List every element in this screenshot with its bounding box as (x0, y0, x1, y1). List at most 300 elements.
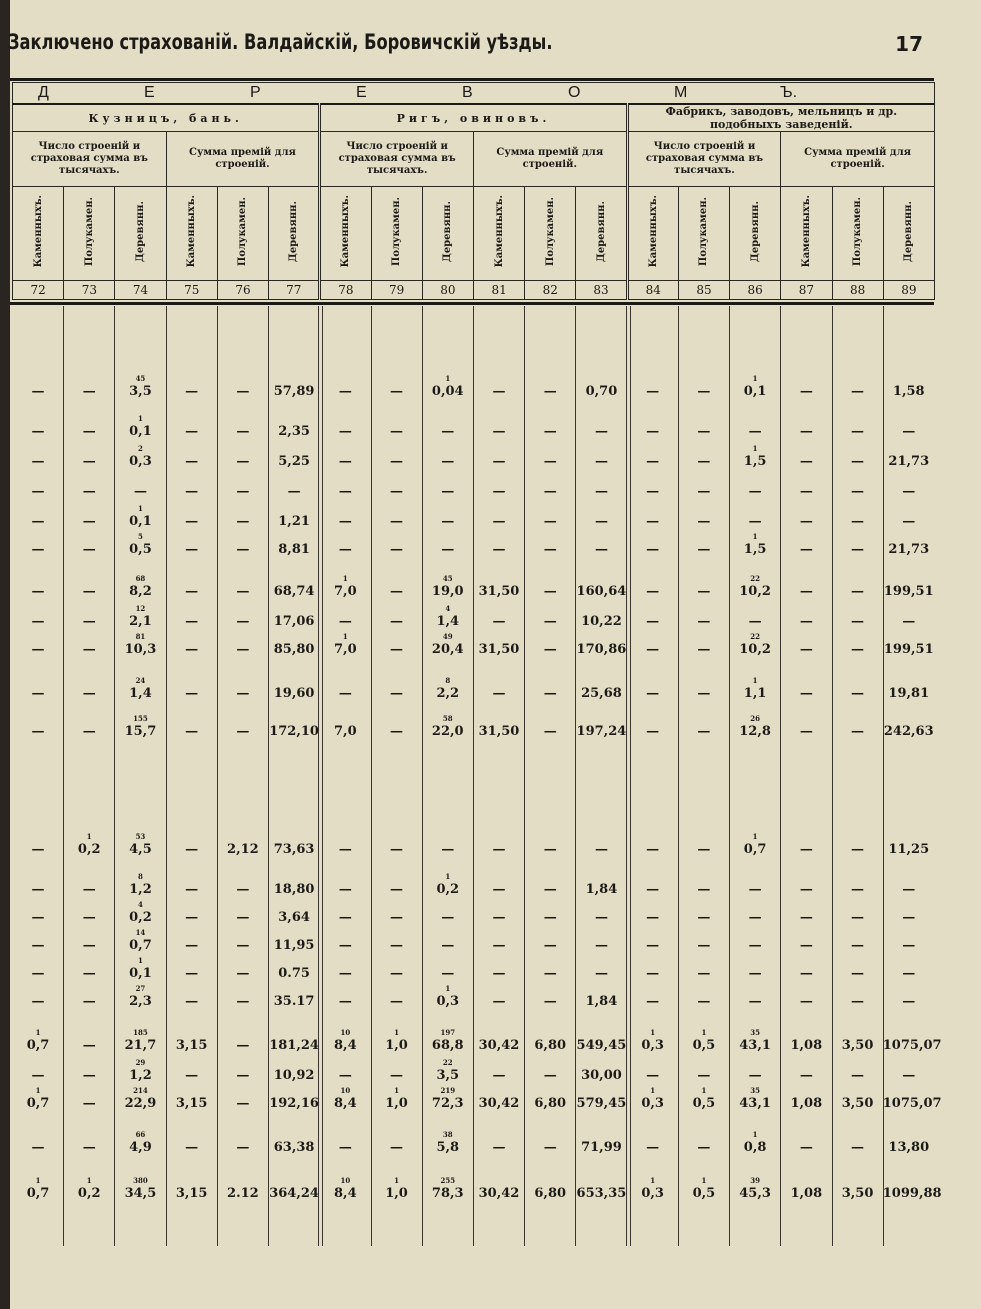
column-number: 86 (730, 281, 781, 300)
table-cell: — (697, 584, 711, 599)
table-cell: — (236, 1038, 250, 1053)
column-label-text: Каменныхъ. (800, 195, 812, 268)
table-cell: — (543, 514, 557, 529)
table-cell: — (646, 1068, 660, 1083)
cell-count: 22 (750, 574, 760, 583)
table-cell: — (338, 454, 352, 469)
table-cell: 12,8 (739, 724, 771, 739)
cell-count: 10 (340, 1028, 351, 1037)
cell-count: 68 (135, 574, 146, 583)
table-cell: — (82, 724, 96, 739)
table-cell: 31,50 (478, 584, 520, 599)
column-number: 81 (473, 281, 524, 300)
cell-count: 22 (750, 632, 760, 641)
table-cell: 3,50 (841, 1096, 874, 1111)
group-title: Кузницъ, бань. (13, 104, 320, 132)
table-cell: 8,2 (129, 584, 152, 599)
table-cell: — (31, 724, 45, 739)
table-cell: 68,8 (431, 1038, 464, 1053)
table-cell: 0,2 (77, 1186, 101, 1201)
table-cell: — (185, 614, 199, 629)
cell-count: 14 (135, 928, 146, 937)
table-cell: — (594, 484, 608, 499)
table-cell: — (82, 938, 96, 953)
table-cell: 0,5 (692, 1096, 716, 1111)
table-cell: 34,5 (124, 1186, 157, 1201)
table-cell: 549,45 (576, 1038, 627, 1053)
table-cell: 8,81 (278, 542, 310, 557)
cell-count: 1 (752, 444, 758, 453)
table-cell: — (646, 614, 660, 629)
table-cell: — (390, 842, 404, 857)
table-cell: — (543, 584, 557, 599)
band-letter: М (674, 84, 688, 101)
table-cell: — (185, 584, 199, 599)
table-cell: — (236, 454, 250, 469)
table-cell: — (902, 938, 916, 953)
cell-count: 1 (701, 1176, 707, 1185)
column-label (115, 187, 166, 281)
table-cell: — (697, 424, 711, 439)
table-cell: 1,5 (743, 454, 767, 469)
table-cell: — (851, 938, 865, 953)
cell-count: 219 (440, 1086, 456, 1095)
column-number: 72 (13, 281, 64, 300)
cell-count: 1 (35, 1176, 41, 1185)
cell-count: 1 (394, 1176, 399, 1185)
band-letter: Ъ. (780, 84, 798, 101)
table-cell: — (236, 686, 250, 701)
table-cell: 170,86 (576, 642, 627, 657)
table-cell: 10,3 (124, 642, 157, 657)
table-cell: — (338, 994, 352, 1009)
cell-count: 1 (138, 956, 143, 965)
table-cell: — (31, 1068, 45, 1083)
table-cell: 73,63 (273, 842, 315, 857)
table-cell: — (543, 842, 557, 857)
column-number: 79 (371, 281, 422, 300)
table-cell: — (799, 584, 813, 599)
table-cell: — (441, 514, 455, 529)
cell-count: 38 (442, 1130, 453, 1139)
table-cell: — (851, 686, 865, 701)
table-cell: — (82, 584, 96, 599)
column-label-text: Полукамен. (852, 196, 864, 267)
table-cell: — (799, 882, 813, 897)
table-cell: — (492, 1068, 506, 1083)
table-cell: 1,08 (790, 1186, 823, 1201)
table-cell: — (82, 484, 96, 499)
table-cell: — (799, 938, 813, 953)
table-cell: — (902, 882, 916, 897)
table-cell: 11,25 (888, 842, 930, 857)
column-label (832, 187, 883, 281)
table-cell: — (799, 484, 813, 499)
table-cell: 2,1 (129, 614, 152, 629)
table-cell: — (82, 966, 96, 981)
column-label-text: Полукамен. (544, 196, 556, 267)
table-cell: — (390, 882, 404, 897)
table-cell: — (697, 842, 711, 857)
table-cell: — (748, 882, 762, 897)
column-label (525, 187, 576, 281)
cell-count: 1 (445, 872, 451, 881)
table-cell: — (697, 614, 711, 629)
table-cell: — (390, 686, 404, 701)
table-cell: 197,24 (576, 724, 627, 739)
table-cell: — (646, 724, 660, 739)
table-cell: — (492, 542, 506, 557)
table-cell: — (236, 910, 250, 925)
column-label (217, 187, 268, 281)
table-cell: — (185, 994, 199, 1009)
cell-count: 1 (342, 632, 348, 641)
table-cell: 2,2 (436, 686, 460, 701)
table-cell: — (492, 384, 506, 399)
column-number: 74 (115, 281, 166, 300)
table-cell: — (594, 910, 608, 925)
table-cell: — (543, 882, 557, 897)
table-cell: — (748, 910, 762, 925)
table-cell: 15,7 (124, 724, 157, 739)
table-cell: 1,84 (585, 994, 618, 1009)
table-cell: — (748, 484, 762, 499)
cell-count: 29 (135, 1058, 146, 1067)
table-cell: — (390, 966, 404, 981)
table-cell: — (390, 584, 404, 599)
table-cell: — (390, 910, 404, 925)
table-cell: — (492, 484, 506, 499)
table-cell: — (82, 1068, 96, 1083)
table-cell: — (543, 1140, 557, 1155)
group-title: Ригъ, овиновъ. (320, 104, 627, 132)
column-label-text: Полукамен. (83, 196, 95, 267)
table-cell: — (236, 614, 250, 629)
band-letter: В (462, 84, 473, 101)
table-cell: — (185, 882, 199, 897)
column-number: 85 (678, 281, 729, 300)
table-cell: — (697, 1068, 711, 1083)
column-label-text: Деревянн. (749, 200, 761, 263)
table-cell: — (185, 686, 199, 701)
table-cell: 0,5 (692, 1038, 716, 1053)
cell-count: 8 (138, 872, 143, 881)
column-label-text: Полукамен. (237, 196, 249, 267)
table-cell: — (594, 454, 608, 469)
table-cell: 1075,07 (882, 1038, 942, 1053)
table-cell: — (441, 938, 455, 953)
table-cell: 0,7 (26, 1096, 50, 1111)
column-number: 89 (883, 281, 934, 300)
table-cell: — (82, 1038, 96, 1053)
column-number: 73 (64, 281, 115, 300)
column-number: 75 (166, 281, 217, 300)
column-label (422, 187, 473, 281)
table-cell: — (646, 994, 660, 1009)
table-cell: — (851, 424, 865, 439)
table-cell: 0,3 (641, 1186, 664, 1201)
table-cell: 653,35 (576, 1186, 627, 1201)
table-cell: — (236, 1096, 250, 1111)
table-cell: — (902, 484, 916, 499)
table-cell: 85,80 (273, 642, 315, 657)
table-cell: 3,15 (175, 1096, 208, 1111)
table-cell: 20,4 (431, 642, 464, 657)
table-cell: — (646, 966, 660, 981)
table-cell: 1,2 (129, 1068, 152, 1083)
subgroup-title: Сумма премій для строеній. (166, 132, 320, 187)
table-cell: 1,4 (129, 686, 152, 701)
table-cell: — (646, 454, 660, 469)
table-cell: 3,50 (841, 1186, 874, 1201)
table-cell: — (390, 642, 404, 657)
table-cell: 10,92 (273, 1068, 315, 1083)
table-cell: — (390, 514, 404, 529)
table-cell: — (492, 454, 506, 469)
table-cell: — (236, 542, 250, 557)
table-cell: 78,3 (431, 1186, 464, 1201)
table-cell: — (82, 514, 96, 529)
table-cell: — (338, 614, 352, 629)
table-cell: 0,3 (641, 1038, 664, 1053)
cell-count: 1 (445, 374, 451, 383)
table-cell: 0,1 (129, 966, 152, 981)
table-cell: — (697, 882, 711, 897)
table-cell: — (31, 584, 45, 599)
table-cell: — (543, 724, 557, 739)
column-number: 84 (627, 281, 678, 300)
band-letter: Р (250, 84, 261, 101)
cell-count: 1 (394, 1086, 399, 1095)
column-label (576, 187, 627, 281)
table-cell: — (799, 424, 813, 439)
band-letter: Е (356, 84, 367, 101)
table-cell: 0,7 (26, 1038, 50, 1053)
table-cell: 0,3 (129, 454, 152, 469)
cell-count: 1 (650, 1086, 656, 1095)
table-cell: — (185, 1140, 199, 1155)
table-cell: 45,3 (739, 1186, 771, 1201)
table-cell: — (902, 994, 916, 1009)
table-cell: 19,60 (273, 686, 315, 701)
table-cell: — (543, 910, 557, 925)
table-cell: — (185, 842, 199, 857)
table-cell: 1,08 (790, 1096, 823, 1111)
column-label-text: Каменныхъ. (647, 195, 659, 268)
table-cell: — (543, 424, 557, 439)
table-cell: — (82, 424, 96, 439)
table-cell: — (851, 484, 865, 499)
cell-count: 49 (442, 632, 453, 641)
column-label-text: Каменныхъ. (186, 195, 198, 268)
table-cell: 2,35 (278, 424, 310, 439)
table-cell: — (646, 938, 660, 953)
table-cell: — (492, 938, 506, 953)
table-cell: 31,50 (478, 642, 520, 657)
table-cell: — (338, 882, 352, 897)
column-number: 77 (269, 281, 320, 300)
table-cell: — (748, 994, 762, 1009)
table-cell: — (748, 614, 762, 629)
table-cell: — (492, 424, 506, 439)
table-cell: — (441, 842, 455, 857)
table-cell: — (31, 484, 45, 499)
table-cell: 5,8 (436, 1140, 460, 1155)
table-cell: — (697, 994, 711, 1009)
table-cell: 199,51 (883, 642, 934, 657)
table-cell: 1,21 (278, 514, 310, 529)
cell-count: 22 (442, 1058, 453, 1067)
table-cell: 0.75 (278, 966, 310, 981)
table-cell: — (594, 842, 608, 857)
cell-count: 45 (442, 574, 453, 583)
table-cell: — (851, 882, 865, 897)
table-cell: 3,15 (175, 1186, 208, 1201)
table-cell: 364,24 (269, 1186, 319, 1201)
table-cell: — (31, 542, 45, 557)
band-row (13, 83, 935, 105)
table-cell: — (902, 614, 916, 629)
table-cell: 1,5 (743, 542, 767, 557)
column-number: 80 (422, 281, 473, 300)
table-cell: 22,9 (124, 1096, 157, 1111)
table-cell: 7,0 (334, 724, 357, 739)
table-cell: — (185, 938, 199, 953)
table-cell: — (390, 614, 404, 629)
table-cell: — (31, 994, 45, 1009)
table-cell: 18,80 (273, 882, 315, 897)
column-label (781, 187, 832, 281)
table-cell: — (338, 966, 352, 981)
table-cell: — (236, 1068, 250, 1083)
column-label (730, 187, 781, 281)
top-rule (10, 78, 934, 81)
table-cell: — (851, 514, 865, 529)
table-cell: 172,10 (269, 724, 319, 739)
table-cell: — (236, 966, 250, 981)
cell-count: 155 (133, 714, 148, 723)
table-cell: 43,1 (739, 1096, 771, 1111)
table-cell: — (185, 1068, 199, 1083)
table-cell: — (31, 938, 45, 953)
cell-count: 1 (650, 1028, 656, 1037)
table-cell: — (902, 910, 916, 925)
column-label-text: Полукамен. (391, 196, 403, 267)
table-cell: — (338, 484, 352, 499)
table-cell: — (697, 686, 711, 701)
column-label-text: Полукамен. (698, 196, 710, 267)
band-letter: Е (144, 84, 155, 101)
table-cell: — (799, 842, 813, 857)
table-cell: 3,64 (278, 910, 310, 925)
table-cell: 1,08 (790, 1038, 823, 1053)
cell-count: 5 (138, 532, 143, 541)
cell-count: 1 (445, 984, 451, 993)
table-cell: — (390, 938, 404, 953)
table-cell: — (799, 1140, 813, 1155)
table-cell: — (646, 842, 660, 857)
table-cell: — (646, 686, 660, 701)
table-cell: — (492, 966, 506, 981)
table-cell: — (236, 882, 250, 897)
table-cell: 1,2 (129, 882, 152, 897)
subgroup-title: Сумма премій для строеній. (781, 132, 935, 187)
table-cell: — (338, 384, 352, 399)
subgroup-title: Число строеній и страховая сумма въ тысячахъ. (627, 132, 781, 187)
table-cell: — (697, 484, 711, 499)
table-cell: — (236, 424, 250, 439)
table-cell: — (390, 454, 404, 469)
table-cell: — (31, 384, 45, 399)
table-cell: — (594, 424, 608, 439)
table-cell: — (646, 642, 660, 657)
table-cell: — (185, 484, 199, 499)
header-bottom-rule (10, 302, 934, 305)
table-cell: 1,0 (385, 1186, 408, 1201)
table-cell: — (543, 1068, 557, 1083)
cell-count: 81 (135, 632, 146, 641)
cell-count: 1 (86, 1176, 92, 1185)
column-number: 87 (781, 281, 832, 300)
table-cell: — (31, 642, 45, 657)
table-cell: — (799, 994, 813, 1009)
table-cell: 579,45 (576, 1096, 627, 1111)
table-cell: — (799, 1068, 813, 1083)
table-cell: — (697, 642, 711, 657)
table-cell: — (697, 938, 711, 953)
table-cell: 0,2 (129, 910, 152, 925)
table-cell: — (236, 384, 250, 399)
cell-count: 2 (138, 444, 143, 453)
cell-count: 58 (442, 714, 453, 723)
table-cell: 1075,07 (882, 1096, 942, 1111)
page-title: Заключено страхованій. Валдайскій, Боровичскій уѣзды. (8, 30, 553, 54)
table-cell: — (338, 686, 352, 701)
table-cell: — (338, 842, 352, 857)
table-cell: — (748, 966, 762, 981)
table-cell: — (185, 642, 199, 657)
table-cell: — (287, 484, 301, 499)
table-cell: 0,5 (129, 542, 152, 557)
table-cell: — (799, 686, 813, 701)
table-cell: — (543, 614, 557, 629)
column-number: 83 (576, 281, 627, 300)
table-cell: — (543, 384, 557, 399)
table-cell: — (185, 424, 199, 439)
table-cell: 8,4 (334, 1038, 357, 1053)
table-cell: — (799, 724, 813, 739)
table-cell: 1099,88 (882, 1186, 942, 1201)
table-cell: 17,06 (273, 614, 315, 629)
table-cell: — (851, 614, 865, 629)
cell-count: 1 (138, 504, 143, 513)
table-cell: — (851, 966, 865, 981)
column-label (269, 187, 320, 281)
table-cell: — (133, 484, 147, 499)
table-cell: 68,74 (273, 584, 315, 599)
cell-count: 4 (445, 604, 451, 613)
subgroup-title: Число строеній и страховая сумма въ тысячахъ. (320, 132, 474, 187)
table-cell: — (441, 910, 455, 925)
cell-count: 27 (135, 984, 146, 993)
table-cell: — (82, 686, 96, 701)
table-cell: 1,4 (436, 614, 460, 629)
table-cell: — (31, 1140, 45, 1155)
table-cell: — (697, 966, 711, 981)
table-cell: — (82, 384, 96, 399)
table-cell: 6,80 (534, 1186, 567, 1201)
table-cell: — (185, 910, 199, 925)
